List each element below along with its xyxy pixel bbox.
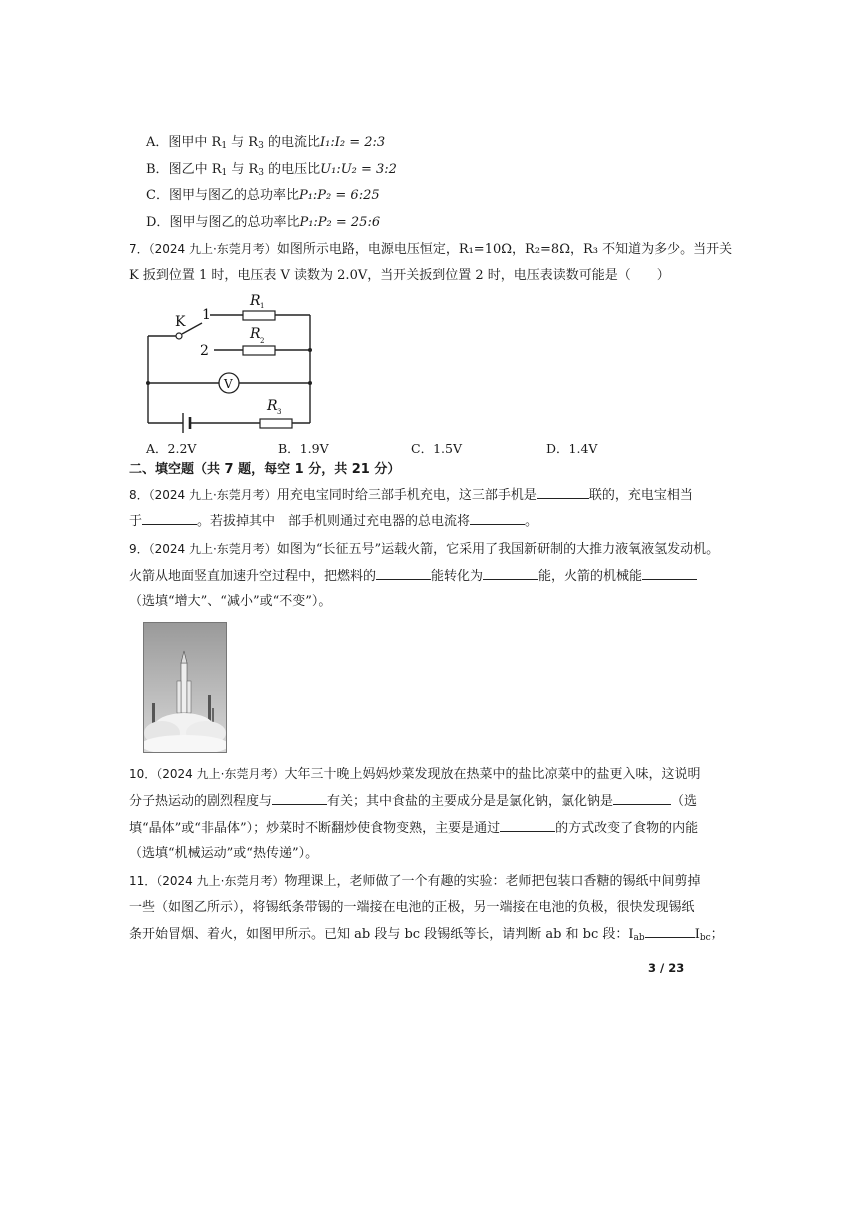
answer-blank[interactable] bbox=[272, 791, 327, 805]
r3-subscript: 3 bbox=[277, 408, 282, 416]
q6-option-a: A．图甲中 $R_1$ 与 $R_3$ 的电流比I₁:I₂ = 2:3 bbox=[146, 135, 386, 151]
q10-line3: 填“晶体”或“非晶体”）；炒菜时不断翻炒使食物变熟，主要是通过 的方式改变了食物的内能 bbox=[129, 818, 698, 839]
q11-line3: 条开始冒烟、着火，如图甲所示。已知 ab 段与 bc 段锡纸等长，请判断 ab 和 bc 段：$I_{ab}$ $I_{bc}$； bbox=[129, 924, 724, 948]
resistor-r2 bbox=[243, 346, 275, 355]
q9-line3: （选填“增大”、“减小”或“不变”）。 bbox=[129, 594, 332, 609]
junction-node bbox=[146, 381, 150, 385]
q10-line4: （选填“机械运动”或“热传递”）。 bbox=[129, 846, 319, 861]
circuit-diagram bbox=[140, 286, 320, 434]
r1-label: R bbox=[250, 293, 261, 309]
q11-line1: 11．（2024 九上·东莞月考）物理课上，老师做了一个有趣的实验：老师把包装口香糖的锡纸中间剪掉 bbox=[129, 874, 701, 889]
position-1-label: 1 bbox=[202, 307, 211, 323]
voltmeter-label: V bbox=[224, 377, 233, 391]
q8-line2: 于 。若拔掉其中 部手机则通过充电器的总电流将 。 bbox=[129, 511, 538, 532]
answer-blank[interactable] bbox=[645, 924, 695, 938]
q6-option-b: B．图乙中 $R_1$ 与 $R_3$ 的电压比U₁:U₂ = 3:2 bbox=[146, 162, 397, 178]
q11-line2: 一些（如图乙所示），将锡纸条带锡的一端接在电池的正极，另一端接在电池的负极，很快发现锡纸 bbox=[129, 900, 695, 915]
switch-pivot bbox=[176, 333, 182, 339]
q10-line1: 10．（2024 九上·东莞月考）大年三十晚上妈妈炒菜发现放在热菜中的盐比凉菜中的盐更入味，这说明 bbox=[129, 767, 701, 782]
battery bbox=[183, 413, 190, 433]
junction-node bbox=[308, 348, 312, 352]
switch-label: K bbox=[175, 314, 186, 330]
q7-line2: K 扳到位置 1 时，电压表 V 读数为 2.0V，当开关扳到位置 2 时，电压表读数可能是（ ） bbox=[129, 268, 670, 283]
q6-option-d: D．图甲与图乙的总功率比P₁:P₂ = 25:6 bbox=[146, 215, 381, 230]
answer-blank[interactable] bbox=[470, 511, 525, 525]
answer-blank[interactable] bbox=[142, 511, 197, 525]
rocket-illustration bbox=[144, 623, 226, 752]
r3-label: R bbox=[267, 398, 278, 414]
q7-line1: 7．（2024 九上·东莞月考）如图所示电路，电源电压恒定，R₁=10Ω，R₂=8Ω，R₃ 不知道为多少。当开关 bbox=[129, 242, 733, 257]
r2-subscript: 2 bbox=[260, 337, 265, 345]
page-number: 3 / 23 bbox=[648, 961, 685, 975]
section-title: 二、填空题（共 7 题，每空 1 分，共 21 分） bbox=[129, 462, 401, 477]
q9-line1: 9．（2024 九上·东莞月考）如图为“长征五号”运载火箭，它采用了我国新研制的大推力液氧液氢发动机。 bbox=[129, 542, 720, 557]
r2-label: R bbox=[250, 326, 261, 342]
q10-line2: 分子热运动的剧烈程度与 有关；其中食盐的主要成分是是氯化钠，氯化钠是 （选 bbox=[129, 791, 697, 812]
answer-blank[interactable] bbox=[613, 791, 671, 805]
answer-blank[interactable] bbox=[376, 566, 431, 580]
q6-option-c: C．图甲与图乙的总功率比P₁:P₂ = 6:25 bbox=[146, 188, 380, 203]
q7-choice-d: D．1.4V bbox=[546, 441, 598, 456]
answer-blank[interactable] bbox=[483, 566, 538, 580]
q7-choice-c: C．1.5V bbox=[411, 441, 462, 456]
answer-blank[interactable] bbox=[537, 485, 589, 499]
answer-blank[interactable] bbox=[642, 566, 697, 580]
rocket-launch-image bbox=[143, 622, 227, 753]
resistor-r1 bbox=[243, 311, 275, 320]
position-2-label: 2 bbox=[200, 343, 209, 359]
q7-choice-a: A．2.2V bbox=[146, 441, 197, 456]
q7-choice-b: B．1.9V bbox=[278, 441, 329, 456]
q9-line2: 火箭从地面竖直加速升空过程中，把燃料的 能转化为 能，火箭的机械能 bbox=[129, 566, 697, 587]
q8-line1: 8．（2024 九上·东莞月考）用充电宝同时给三部手机充电，这三部手机是 联的，充电宝相当 bbox=[129, 485, 693, 506]
answer-blank[interactable] bbox=[500, 818, 555, 832]
resistor-r3 bbox=[260, 419, 292, 428]
r1-subscript: 1 bbox=[260, 302, 265, 310]
junction-node bbox=[308, 381, 312, 385]
